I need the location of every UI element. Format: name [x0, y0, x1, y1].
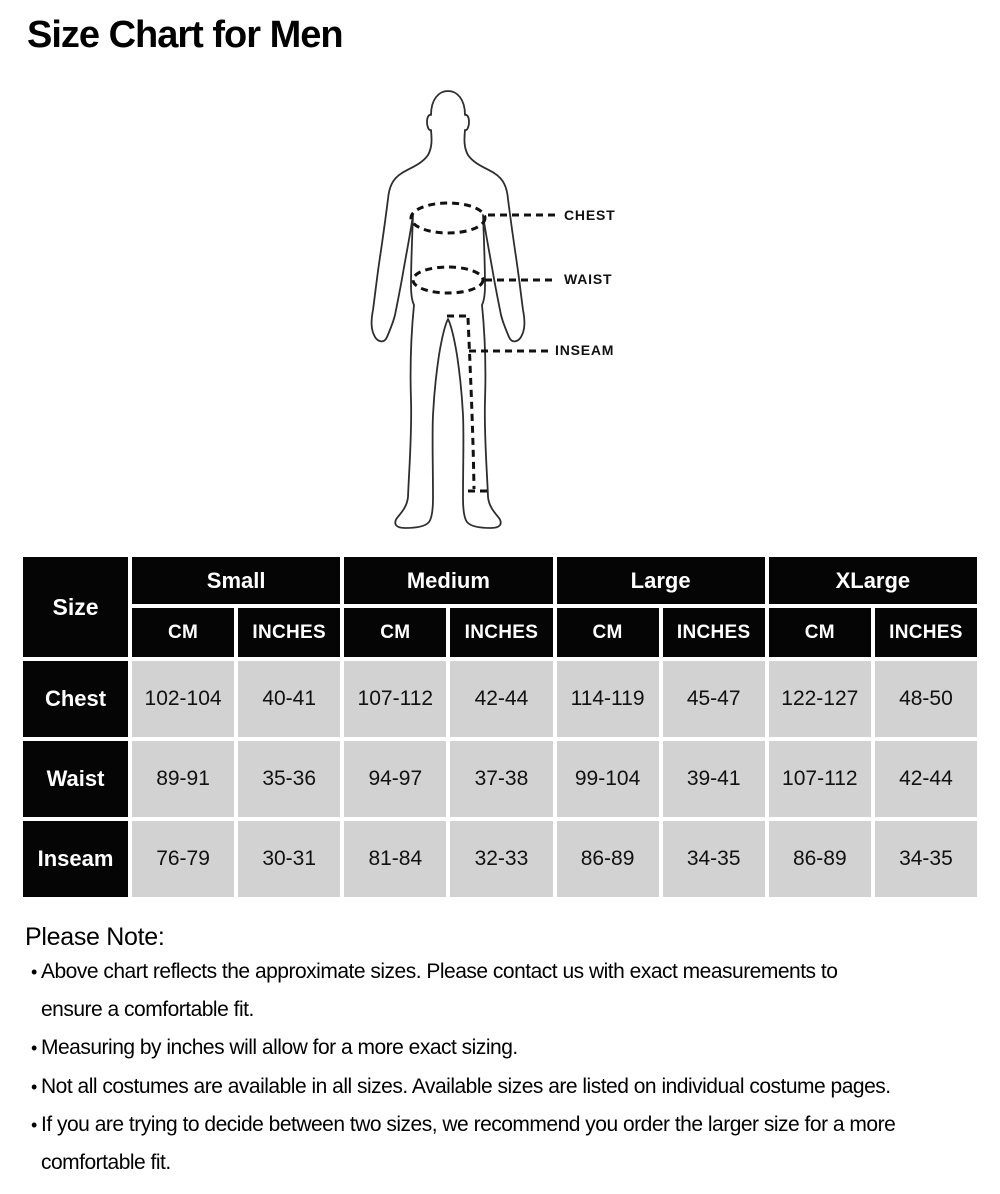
- notes-heading: Please Note:: [25, 923, 165, 951]
- table-cell: 40-41: [238, 661, 340, 737]
- row-header-chest: Chest: [23, 661, 128, 737]
- table-cell: 86-89: [557, 821, 659, 897]
- chest-label: CHEST: [564, 207, 616, 223]
- bullet-dot: •: [31, 1076, 37, 1097]
- unit-header-small-cm: CM: [132, 608, 234, 657]
- notes-list: [31, 953, 991, 1182]
- unit-header-medium-inches: INCHES: [450, 608, 552, 657]
- table-cell: 76-79: [132, 821, 234, 897]
- col-header-xlarge: XLarge: [769, 557, 977, 604]
- list-item: [31, 1106, 991, 1182]
- col-header-small: Small: [132, 557, 340, 604]
- table-cell: 34-35: [875, 821, 977, 897]
- page-title: Size Chart for Men: [27, 14, 343, 56]
- note-text: Not all costumes are available in all sizes. Available sizes are listed on individual costume pages.: [41, 1074, 891, 1098]
- note-text: Above chart reflects the approximate sizes. Please contact us with exact measurements to: [41, 960, 838, 983]
- table-cell: 102-104: [132, 661, 234, 737]
- table-cell: 35-36: [238, 741, 340, 817]
- unit-header-xlarge-cm: CM: [769, 608, 871, 657]
- waist-label: WAIST: [564, 271, 613, 287]
- table-cell: 114-119: [557, 661, 659, 737]
- note-text: comfortable fit.: [41, 1151, 171, 1175]
- table-cell: 81-84: [344, 821, 446, 897]
- table-corner-size: Size: [23, 557, 128, 657]
- table-cell: 122-127: [769, 661, 871, 737]
- table-cell: 42-44: [875, 741, 977, 817]
- table-cell: 34-35: [663, 821, 765, 897]
- table-cell: 37-38: [450, 741, 552, 817]
- bullet-dot: •: [31, 1038, 37, 1059]
- table-cell: 86-89: [769, 821, 871, 897]
- unit-header-xlarge-inches: INCHES: [875, 608, 977, 657]
- table-cell: 94-97: [344, 741, 446, 817]
- unit-header-large-cm: CM: [557, 608, 659, 657]
- table-cell: 99-104: [557, 741, 659, 817]
- table-cell: 32-33: [450, 821, 552, 897]
- col-header-medium: Medium: [344, 557, 552, 604]
- size-chart-table: [23, 557, 977, 897]
- unit-header-small-inches: INCHES: [238, 608, 340, 657]
- table-cell: 107-112: [344, 661, 446, 737]
- inseam-label: INSEAM: [555, 342, 615, 358]
- row-header-inseam: Inseam: [23, 821, 128, 897]
- note-text: Measuring by inches will allow for a more exact sizing.: [41, 1036, 518, 1060]
- table-cell: 30-31: [238, 821, 340, 897]
- note-text: ensure a comfortable fit.: [41, 998, 254, 1022]
- col-header-large: Large: [557, 557, 765, 604]
- row-header-waist: Waist: [23, 741, 128, 817]
- list-item: [31, 953, 991, 1029]
- list-item: [31, 1068, 991, 1106]
- unit-header-medium-cm: CM: [344, 608, 446, 657]
- table-cell: 48-50: [875, 661, 977, 737]
- list-item: [31, 1029, 991, 1067]
- bullet-dot: •: [31, 962, 37, 982]
- table-cell: 39-41: [663, 741, 765, 817]
- table-cell: 107-112: [769, 741, 871, 817]
- unit-header-large-inches: INCHES: [663, 608, 765, 657]
- bullet-dot: •: [31, 1114, 37, 1135]
- note-text: If you are trying to decide between two sizes, we recommend you order the larger size for a more: [41, 1112, 896, 1136]
- table-cell: 45-47: [663, 661, 765, 737]
- body-outline: [372, 91, 525, 528]
- body-measurement-diagram: [335, 85, 685, 545]
- table-cell: 42-44: [450, 661, 552, 737]
- table-cell: 89-91: [132, 741, 234, 817]
